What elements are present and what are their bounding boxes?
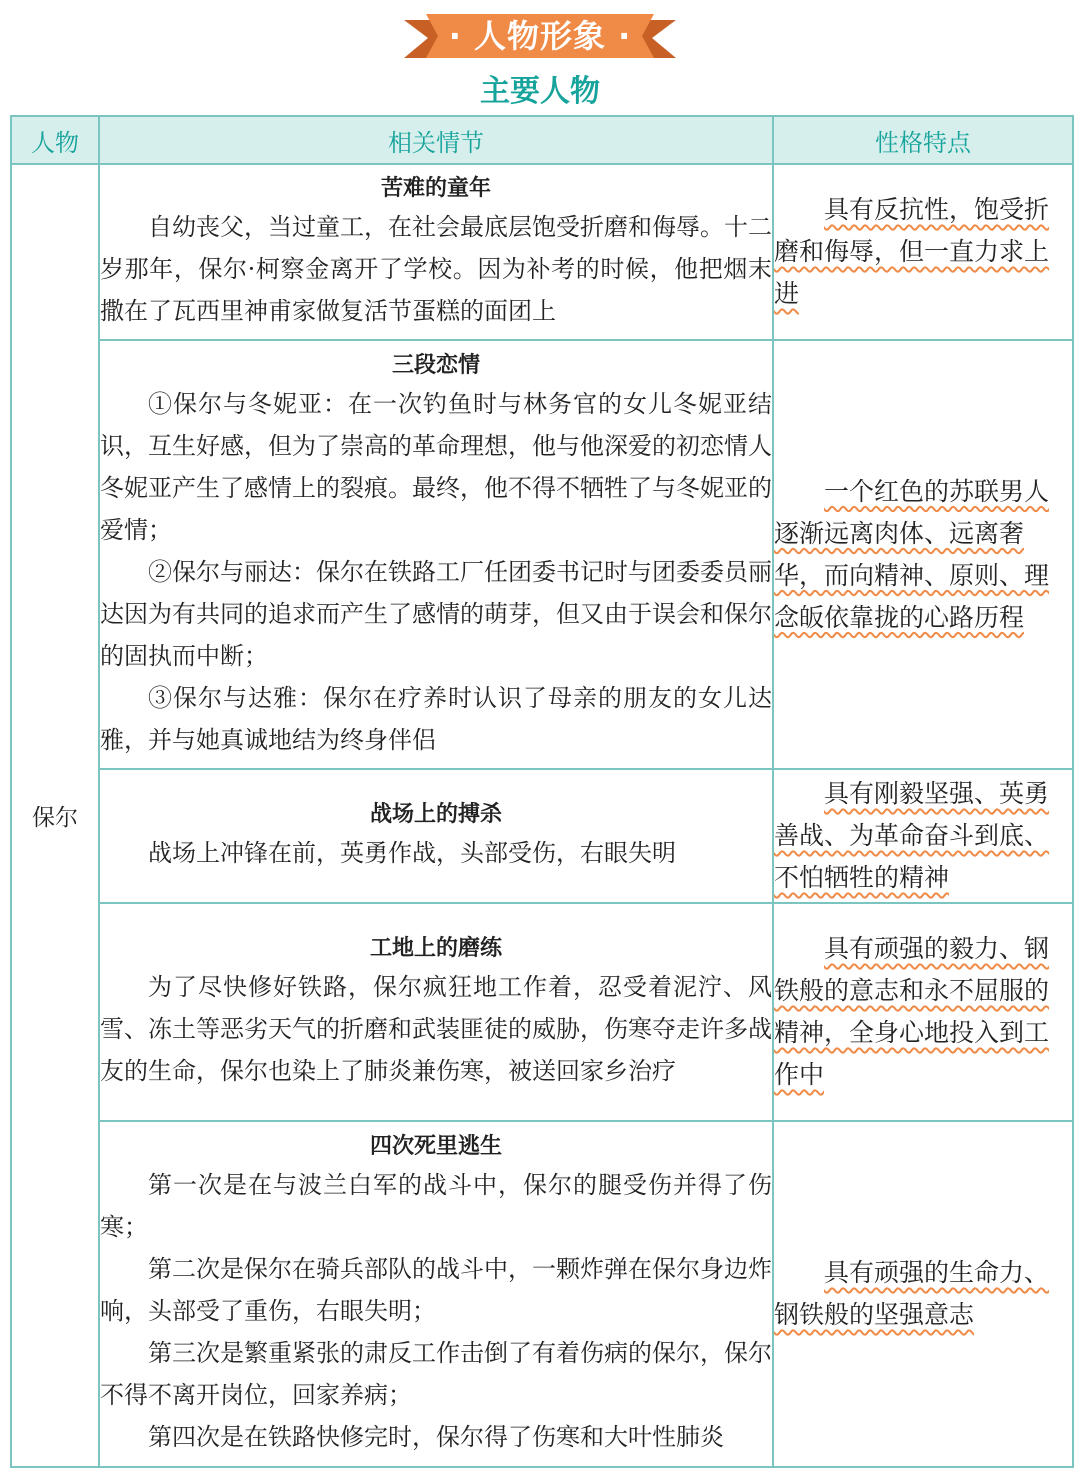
plot-cell <box>99 769 773 903</box>
plot-paragraph: 第一次是在与波兰白军的战斗中，保尔的腿受伤并得了伤寒； <box>100 1171 772 1241</box>
trait-text: 具有顽强的生命力、钢铁般的坚强意志 <box>774 1258 1050 1329</box>
trait-cell <box>773 340 1073 769</box>
trait-text: 一个红色的苏联男人逐渐远离肉体、远离奢华，而向精神、原则、理念皈依靠拢的心路历程 <box>774 476 1050 632</box>
plot-paragraph: 第二次是保尔在骑兵部队的战斗中，一颗炸弹在保尔身边炸响，头部受了重伤，右眼失明； <box>100 1255 772 1325</box>
table-row <box>11 769 1073 903</box>
plot-paragraph: 自幼丧父，当过童工，在社会最底层饱受折磨和侮辱。十二岁那年，保尔·柯察金离开了学校。因为补考的时候，他把烟末撒在了瓦西里神甫家做复活节蛋糕的面团上 <box>100 213 772 325</box>
section-banner <box>404 12 676 64</box>
plot-paragraph: 第四次是在铁路快修完时，保尔得了伤寒和大叶性肺炎 <box>148 1423 724 1451</box>
plot-paragraph: ②保尔与丽达：保尔在铁路工厂任团委书记时与团委委员丽达因为有共同的追求而产生了感情的萌芽，但又由于误会和保尔的固执而中断； <box>100 557 772 670</box>
trait-text: 具有顽强的毅力、钢铁般的意志和永不屈服的精神，全身心地投入到工作中 <box>774 934 1050 1089</box>
table-header-row <box>11 116 1073 164</box>
banner-title: · 人物形象 · <box>448 17 632 55</box>
plot-paragraph: 战场上冲锋在前，英勇作战，头部受伤，右眼失明 <box>148 839 676 867</box>
header-plot: 相关情节 <box>99 116 773 164</box>
header-person: 人物 <box>11 116 99 164</box>
plot-title: 工地上的磨练 <box>369 936 502 961</box>
plot-cell <box>99 903 773 1121</box>
trait-cell <box>773 903 1073 1121</box>
trait-text: 具有刚毅坚强、英勇善战、为革命奋斗到底、不怕牺牲的精神 <box>774 779 1050 892</box>
trait-cell <box>773 164 1073 340</box>
trait-text: 具有反抗性，饱受折磨和侮辱，但一直力求上进 <box>774 195 1050 308</box>
table-row <box>11 340 1073 769</box>
plot-title: 战场上的搏杀 <box>369 802 502 827</box>
person-name: 保尔 <box>11 164 99 1467</box>
plot-cell <box>99 1121 773 1467</box>
plot-paragraph: 第三次是繁重紧张的肃反工作击倒了有着伤病的保尔，保尔不得不离开岗位，回家养病； <box>100 1339 772 1409</box>
table-row <box>11 1121 1073 1467</box>
trait-cell <box>773 769 1073 903</box>
plot-title: 三段恋情 <box>391 352 480 378</box>
header-traits: 性格特点 <box>773 116 1073 164</box>
plot-cell <box>99 164 773 340</box>
table-row <box>11 164 1073 340</box>
plot-paragraph: ③保尔与达雅：保尔在疗养时认识了母亲的朋友的女儿达雅，并与她真诚地结为终身伴侣 <box>100 683 772 754</box>
trait-cell <box>773 1121 1073 1467</box>
plot-paragraph: ①保尔与冬妮亚：在一次钓鱼时与林务官的女儿冬妮亚结识，互生好感，但为了崇高的革命理想，他与他深爱的初恋情人冬妮亚产生了感情上的裂痕。最终，他不得不牺牲了与冬妮亚的爱情； <box>100 389 772 544</box>
plot-title: 苦难的童年 <box>380 176 491 201</box>
character-table <box>10 115 1074 1468</box>
plot-cell <box>99 340 773 769</box>
table-row <box>11 903 1073 1121</box>
plot-title: 四次死里逃生 <box>369 1134 502 1159</box>
section-subtitle: 主要人物 <box>480 74 600 109</box>
plot-paragraph: 为了尽快修好铁路，保尔疯狂地工作着，忍受着泥泞、风雪、冻土等恶劣天气的折磨和武装匪徒的威胁，伤寒夺走许多战友的生命，保尔也染上了肺炎兼伤寒，被送回家乡治疗 <box>100 973 772 1085</box>
